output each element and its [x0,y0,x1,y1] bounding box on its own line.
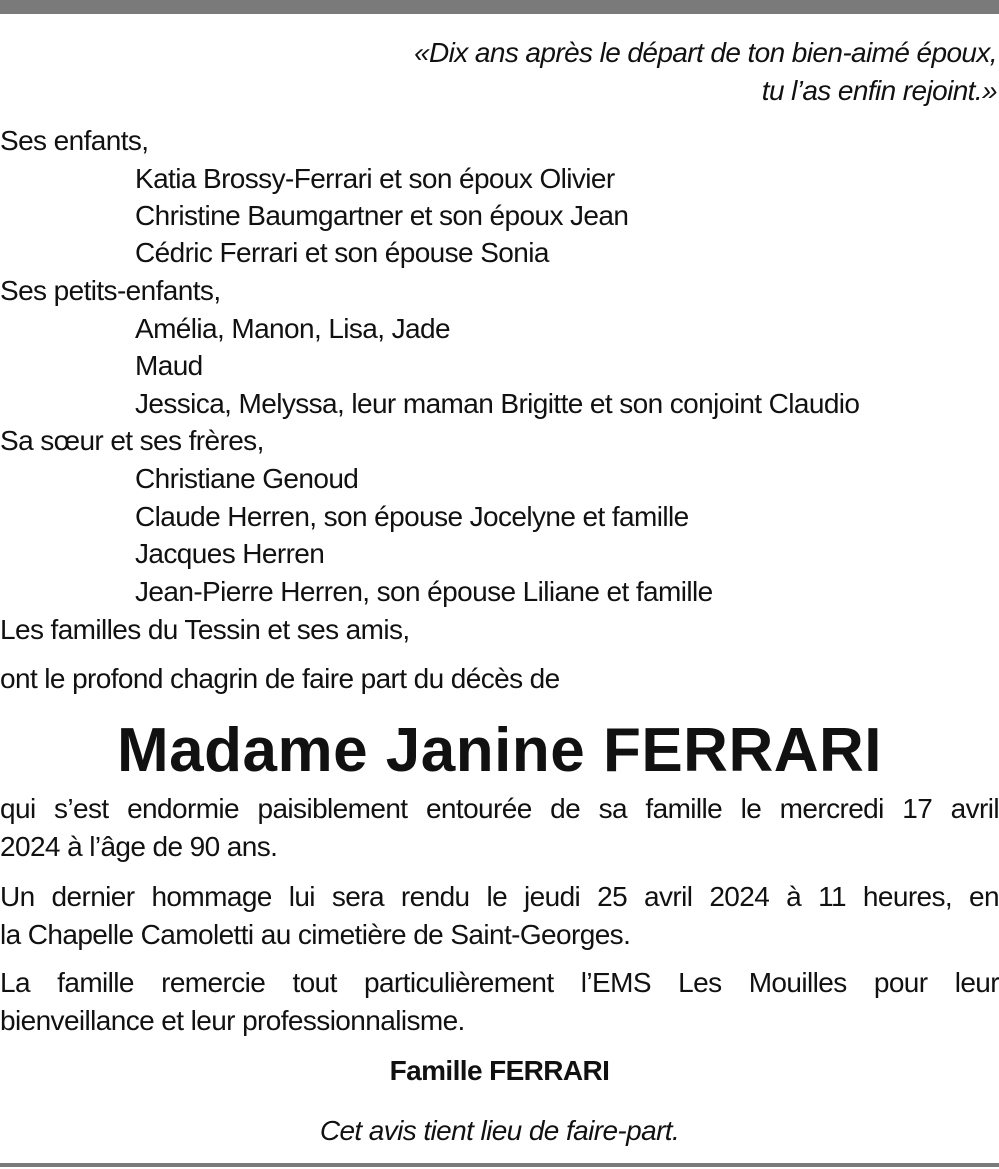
grandchildren-heading: Ses petits-enfants, [0,275,221,306]
family-member: Claude Herren, son épouse Jocelyne et famille [135,501,689,532]
siblings-heading: Sa sœur et ses frères, [0,425,264,456]
thanks-line-1: La famille remercie tout particulièrement l’EMS Les Mouilles pour leur [0,967,999,998]
family-member: Christine Baumgartner et son époux Jean [135,200,629,231]
bottom-rule [0,1163,999,1167]
family-member: Christiane Genoud [135,463,359,494]
footer-note: Cet avis tient lieu de faire-part. [319,1115,680,1146]
tribute-line-1: Un dernier hommage lui sera rendu le jeudi 25 avril 2024 à 11 heures, en [0,881,999,912]
children-heading: Ses enfants, [0,125,149,156]
thanks-line-2: bienveillance et leur professionnalisme. [0,1005,465,1036]
death-line-2: 2024 à l’âge de 90 ans. [0,831,278,862]
family-member: Cédric Ferrari et son épouse Sonia [135,237,549,268]
family-member: Maud [135,350,203,381]
thanks-paragraph [0,964,999,1040]
deceased-name: Madame Janine FERRARI [116,716,882,785]
family-member: Jacques Herren [135,538,325,569]
quote-line-2: tu l’as enfin rejoint.» [761,75,997,106]
others-line: Les familles du Tessin et ses amis, [0,614,410,645]
tribute-paragraph [0,878,999,954]
tribute-line-2: la Chapelle Camoletti au cimetière de Saint-Georges. [0,919,631,950]
announcement-line: ont le profond chagrin de faire part du décès de [0,663,560,694]
death-line-1: qui s’est endormie paisiblement entourée de sa famille le mercredi 17 avril [0,793,999,824]
family-member: Katia Brossy-Ferrari et son époux Olivier [135,163,615,194]
death-paragraph [0,790,999,866]
family-member: Jean-Pierre Herren, son épouse Liliane et famille [135,576,713,607]
family-member: Amélia, Manon, Lisa, Jade [135,313,450,344]
signature: Famille FERRARI [389,1055,610,1086]
quote-line-1: «Dix ans après le départ de ton bien-aimé époux, [414,37,997,68]
family-member: Jessica, Melyssa, leur maman Brigitte et son conjoint Claudio [135,388,860,419]
